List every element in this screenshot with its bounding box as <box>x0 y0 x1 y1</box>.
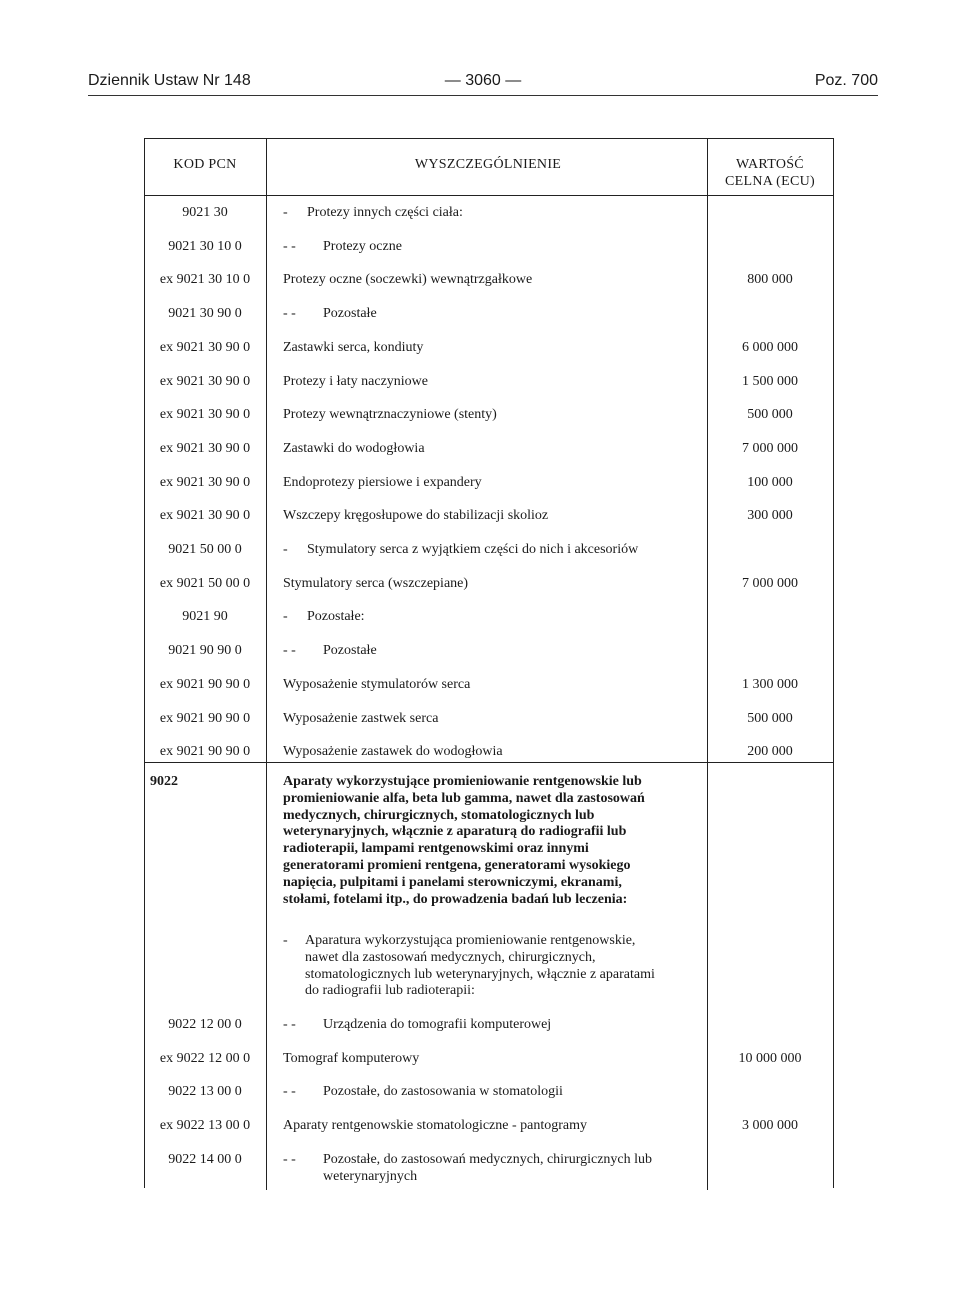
row-value: 200 000 <box>747 744 793 760</box>
heading-line: promieniowanie alfa, beta lub gamma, nawet dla zastosowań <box>283 790 645 806</box>
row-dash: - - <box>283 306 296 322</box>
heading-line: weterynaryjnych, włącznie z aparaturą do radiografii lub <box>283 824 627 840</box>
header-row-divider <box>144 195 834 196</box>
row-dash: - <box>283 205 288 220</box>
row-code: ex 9022 12 00 0 <box>159 1050 251 1066</box>
row-description <box>283 271 693 288</box>
row-description <box>283 339 693 356</box>
row-code: ex 9021 30 90 0 <box>159 373 251 389</box>
row-code: 9022 12 00 0 <box>168 1017 242 1032</box>
page-number: — 3060 — <box>444 72 522 89</box>
row-description-text: Stymulatory serca (wszczepiane) <box>283 575 469 591</box>
heading-line: Aparaty wykorzystujące promieniowanie rentgenowskie lub <box>283 774 642 789</box>
column-divider <box>266 138 267 1190</box>
row-value: 10 000 000 <box>738 1050 802 1066</box>
row-value: 1 300 000 <box>742 676 798 692</box>
row-description <box>283 642 693 659</box>
row-code: ex 9021 30 90 0 <box>159 440 251 456</box>
row-description-text: Wyposażenie zastawek do wodogłowia <box>283 744 503 760</box>
row-description <box>283 1117 693 1134</box>
row-description <box>283 204 693 221</box>
row-description-continued: weterynaryjnych <box>323 1168 418 1184</box>
column-header-description: WYSZCZEGÓLNIENIE <box>414 157 562 172</box>
row-description <box>283 541 693 558</box>
row-description-text: Pozostałe, do zastosowań medycznych, chirurgicznych lub <box>323 1151 653 1167</box>
row-description-text: Wszczepy kręgosłupowe do stabilizacji skolioz <box>283 508 549 524</box>
sub-heading-line: nawet dla zastosowań medycznych, chirurgicznych, <box>305 949 596 965</box>
row-description <box>283 1151 693 1168</box>
row-description-text: Zastawki serca, kondiuty <box>283 339 424 355</box>
sub-heading-line: stomatologicznych lub weterynaryjnych, włącznie z aparatami <box>305 966 655 982</box>
row-description-text: Pozostałe <box>323 643 377 659</box>
row-code: ex 9021 90 90 0 <box>159 676 251 692</box>
row-description-text: Tomograf komputerowy <box>283 1050 420 1066</box>
row-description <box>283 507 693 524</box>
row-description-text: Endoprotezy piersiowe i expandery <box>283 474 482 490</box>
row-code: ex 9021 30 90 0 <box>159 339 251 355</box>
row-code: 9021 30 90 0 <box>168 306 242 322</box>
sub-heading-dash: - <box>283 933 288 948</box>
row-description <box>283 710 693 727</box>
row-description <box>283 373 693 390</box>
heading-line: stołami, fotelami itp., do prowadzenia badań lub leczenia: <box>283 891 628 907</box>
row-description <box>283 575 693 592</box>
row-description-text: Stymulatory serca z wyjątkiem części do nich i akcesoriów <box>307 542 639 557</box>
row-code: 9021 90 90 0 <box>168 643 242 659</box>
row-description-text: Protezy oczne (soczewki) wewnątrzgałkowe <box>283 272 533 288</box>
row-dash: - - <box>283 1084 296 1100</box>
row-dash: - - <box>283 1017 296 1032</box>
heading-line: napięcia, pulpitami i panelami sterowniczymi, ekranami, <box>283 874 622 890</box>
column-header-value-unit: CELNA (ECU) <box>724 174 815 189</box>
row-code: ex 9022 13 00 0 <box>159 1118 251 1134</box>
row-code: ex 9021 30 90 0 <box>159 407 251 423</box>
row-description <box>283 238 693 255</box>
row-description-text: Aparaty rentgenowskie stomatologiczne - pantogramy <box>283 1118 588 1134</box>
row-code: ex 9021 30 90 0 <box>159 508 251 524</box>
heading-code: 9022 <box>150 774 178 789</box>
row-description-text: Wyposażenie stymulatorów serca <box>283 676 471 692</box>
row-value: 500 000 <box>747 407 793 423</box>
sub-heading-line: do radiografii lub radioterapii: <box>305 983 475 999</box>
header-rule <box>88 95 878 96</box>
row-description-text: Protezy i łaty naczyniowe <box>283 373 429 389</box>
row-code: ex 9021 90 90 0 <box>159 710 251 726</box>
row-description-text: Pozostałe <box>323 306 377 322</box>
heading-line: generatorami promieni rentgena, generatorami wysokiego <box>283 858 631 873</box>
column-divider <box>707 138 708 1190</box>
row-code: 9022 13 00 0 <box>168 1084 242 1100</box>
row-value: 300 000 <box>747 508 793 524</box>
row-description <box>283 676 693 693</box>
column-header-code: KOD PCN <box>173 157 237 172</box>
row-description-text: Protezy oczne <box>323 238 402 254</box>
row-value: 1 500 000 <box>742 373 798 389</box>
row-description <box>283 1050 693 1067</box>
row-description <box>283 743 693 760</box>
row-code: ex 9021 30 90 0 <box>159 474 251 490</box>
position-number: Poz. 700 <box>814 72 878 89</box>
row-description <box>283 474 693 491</box>
row-value: 800 000 <box>747 272 793 288</box>
row-code: 9021 90 <box>182 609 228 625</box>
row-description <box>283 608 693 625</box>
row-description <box>283 440 693 457</box>
row-code: 9021 50 00 0 <box>168 542 242 557</box>
row-description-text: Zastawki do wodogłowia <box>283 440 425 456</box>
row-description-text: Pozostałe: <box>307 609 365 625</box>
row-code: ex 9021 50 00 0 <box>159 575 251 591</box>
row-dash: - - <box>283 643 296 659</box>
row-code: 9021 30 <box>182 205 228 220</box>
row-dash: - - <box>283 238 296 254</box>
row-value: 7 000 000 <box>742 440 798 456</box>
journal-title: Dziennik Ustaw Nr 148 <box>88 72 251 89</box>
section-divider <box>144 762 834 763</box>
row-description <box>283 305 693 322</box>
row-value: 7 000 000 <box>742 575 798 591</box>
row-description <box>283 406 693 423</box>
row-description-text: Protezy innych części ciała: <box>307 205 463 220</box>
row-dash: - - <box>283 1151 296 1167</box>
row-code: 9021 30 10 0 <box>168 238 242 254</box>
row-value: 500 000 <box>747 710 793 726</box>
row-description-text: Urządzenia do tomografii komputerowej <box>323 1017 552 1032</box>
row-value: 100 000 <box>747 474 793 490</box>
row-description-text: Wyposażenie zastwek serca <box>283 710 439 726</box>
heading-line: medycznych, chirurgicznych, stomatologicznych lub <box>283 807 595 823</box>
row-code: 9022 14 00 0 <box>168 1151 242 1167</box>
sub-heading-line: Aparatura wykorzystująca promieniowanie rentgenowskie, <box>305 933 636 948</box>
row-code: ex 9021 30 10 0 <box>159 272 251 288</box>
row-description-text: Pozostałe, do zastosowania w stomatologii <box>323 1084 563 1100</box>
row-value: 6 000 000 <box>742 339 798 355</box>
row-dash: - <box>283 609 288 625</box>
row-value: 3 000 000 <box>742 1118 798 1134</box>
row-dash: - <box>283 542 288 557</box>
row-description <box>283 1083 693 1100</box>
heading-line: radioterapii, lampami rentgenowskimi oraz innymi <box>283 841 589 857</box>
column-header-value: WARTOŚĆ <box>736 157 804 172</box>
row-description <box>283 1016 693 1033</box>
row-description-text: Protezy wewnątrznaczyniowe (stenty) <box>283 407 497 423</box>
row-code: ex 9021 90 90 0 <box>159 744 251 760</box>
